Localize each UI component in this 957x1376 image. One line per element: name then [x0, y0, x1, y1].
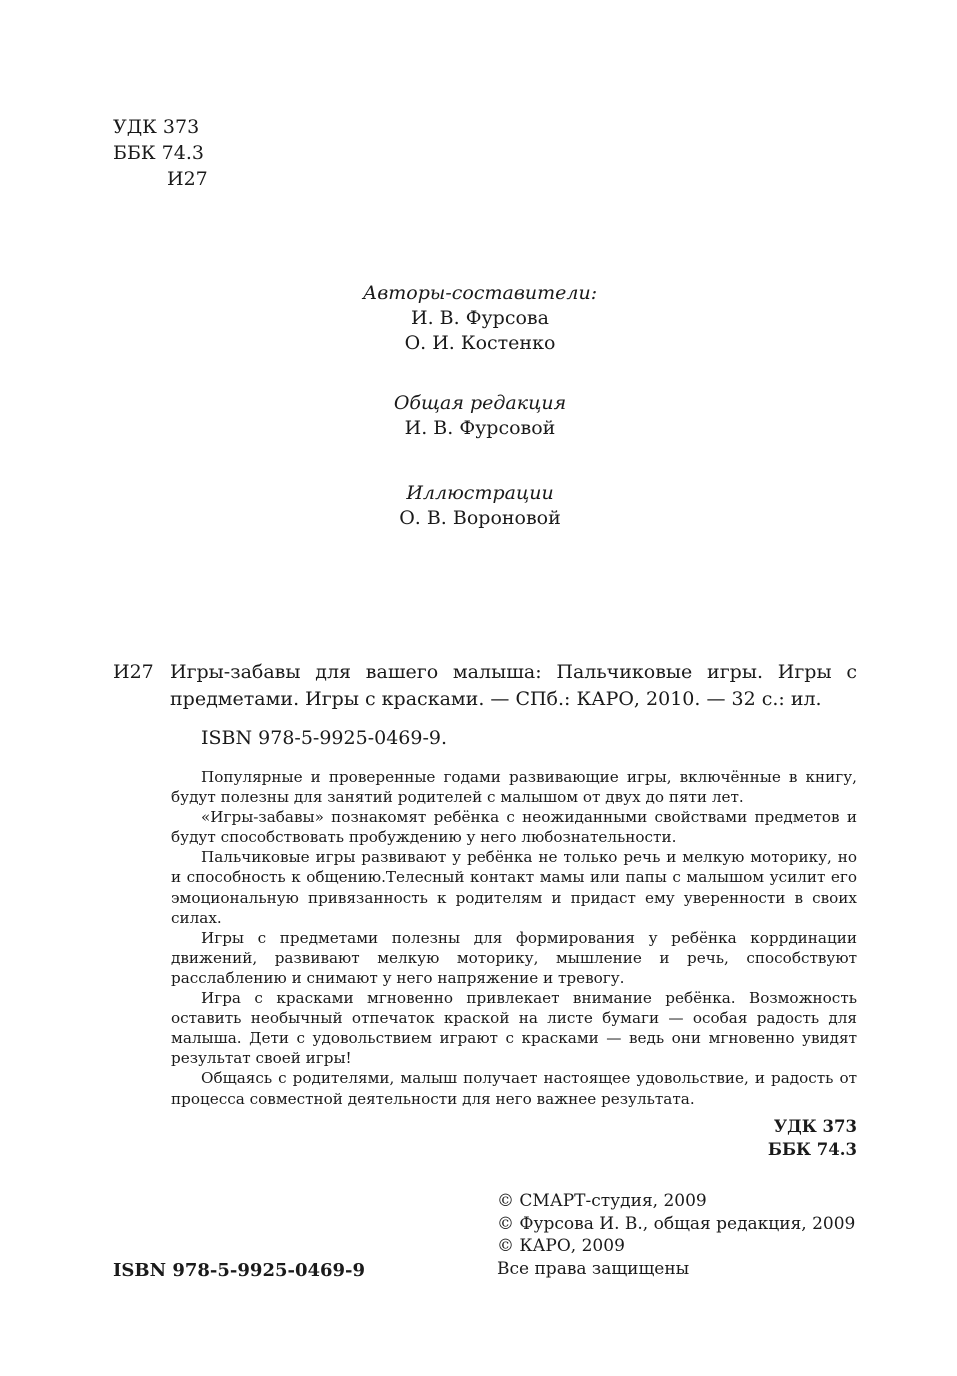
annotation-paragraph: «Игры-забавы» познакомят ребёнка с неожиданными свойствами предметов и будут способствовать пробуждению у него любознательности. [171, 808, 857, 847]
bbk-code: ББК 74.3 [113, 142, 204, 164]
annotation-paragraph: Популярные и проверенные годами развивающие игры, включённые в книгу, будут полезны для занятий родителей с малышом от двух до пяти лет. [171, 768, 857, 807]
author-mark: И27 [167, 168, 208, 190]
entry-title: Игры-забавы для вашего малыша: Пальчиковые игры. Игры с предметами. Игры с красками. — СПб.: КАРО, 2010. — 32 с.: ил. [170, 661, 857, 710]
annotation-class-codes [171, 1115, 857, 1161]
illustrator-name: О. В. Вороновой [399, 507, 561, 529]
copyright-line: © Фурсова И. В., общая редакция, 2009 [497, 1213, 856, 1234]
illustrations-label: Иллюстрации [406, 482, 554, 504]
author-name: И. В. Фурсова [411, 307, 549, 329]
classification-block [113, 114, 208, 192]
editor-name: И. В. Фурсовой [404, 417, 556, 439]
annotation [171, 767, 857, 1161]
entry-isbn: ISBN 978-5-9925-0469-9. [201, 727, 448, 749]
illustrator-credit [270, 481, 690, 531]
isbn-number: ISBN 978-5-9925-0469-9 [113, 1260, 366, 1281]
editor-label: Общая редакция [393, 392, 567, 414]
bibliographic-entry [113, 659, 857, 713]
annotation-paragraph: Игры с предметами полезны для формирования у ребёнка коррдинации движений, развивают мелкую моторику, мышление и речь, способствуют расслаблению и снимают у него напряжение и тревогу. [171, 928, 857, 987]
annotation-bbk: ББК 74.3 [767, 1139, 857, 1159]
editor-credit [270, 391, 690, 441]
authors-label: Авторы-составители: [362, 282, 598, 304]
annotation-paragraph: Игра с красками мгновенно привлекает внимание ребёнка. Возможность оставить необычный отпечаток краской на листе бумаги — особая радость для малыша. Дети с удовольствием играют с красками — ведь они мгновенно увидят результат своей игры! [171, 989, 857, 1068]
annotation-paragraph: Пальчиковые игры развивают у ребёнка не только речь и мелкую моторику, но и способность к общению.Телесный контакт мамы или папы с малышом усилит его эмоциональную привязанность к родителям и придаст ему уверенности в своих силах. [171, 848, 857, 927]
author-name: О. И. Костенко [404, 332, 556, 354]
copyright-line: © СМАРТ-студия, 2009 [497, 1191, 707, 1211]
rights-reserved: Все права защищены [497, 1258, 690, 1279]
copyright-line: © КАРО, 2009 [497, 1236, 625, 1256]
authors-credit [270, 281, 690, 356]
entry-code: И27 [113, 661, 154, 683]
annotation-udk: УДК 373 [773, 1116, 857, 1136]
copyright-block [497, 1190, 855, 1280]
annotation-paragraph: Общаясь с родителями, малыш получает настоящее удовольствие, и радость от процесса совместной деятельности для него важнее результата. [171, 1069, 857, 1108]
udk-code: УДК 373 [113, 116, 200, 138]
